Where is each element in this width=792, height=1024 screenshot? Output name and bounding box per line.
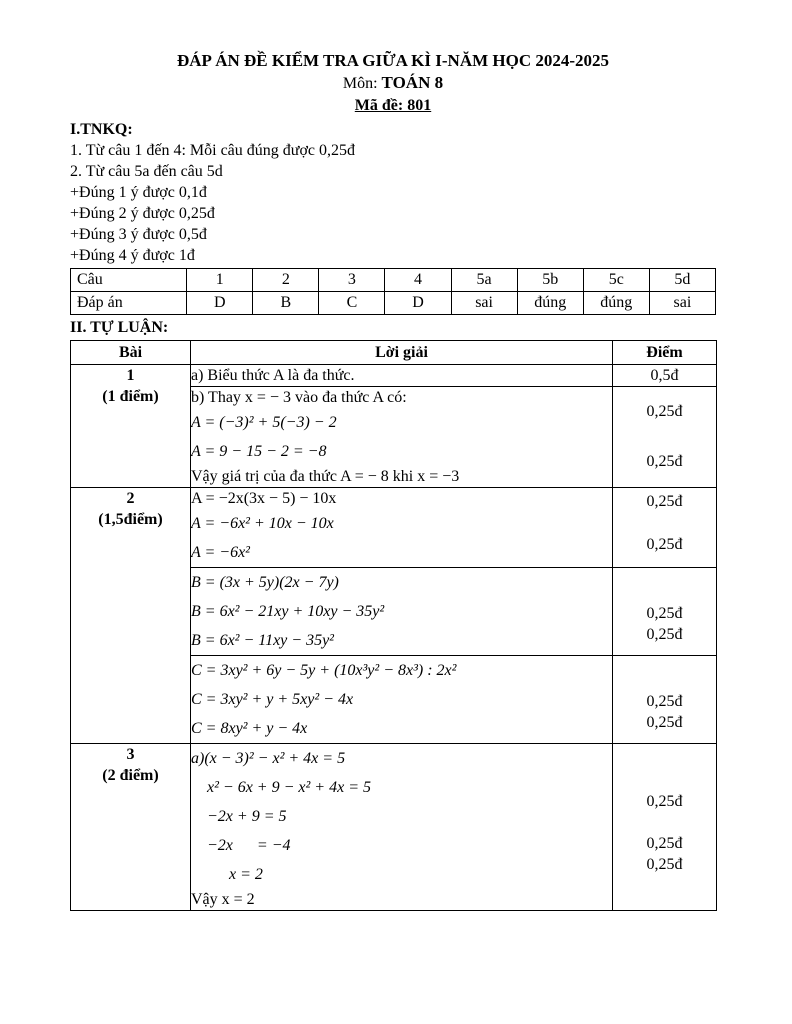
solution-equation: −2x = −4	[207, 837, 291, 854]
points-value: 0,25đ	[646, 834, 683, 852]
points-value: 0,25đ	[646, 453, 683, 470]
note-line: +Đúng 3 ý được 0,5đ	[70, 226, 207, 243]
points-cell	[613, 365, 717, 387]
table-cell: B	[253, 292, 319, 315]
table-cell: sai	[451, 292, 517, 315]
problem-points-label: (1 điểm)	[102, 388, 159, 405]
table-cell: D	[187, 292, 253, 315]
table-cell: 4	[385, 269, 451, 292]
points-cell	[613, 488, 717, 568]
table-cell: 5b	[517, 269, 583, 292]
answer-key-table	[70, 268, 716, 315]
solution-equation: C = 3xy² + 6y − 5y + (10x³y² − 8x³) : 2x²	[191, 662, 457, 679]
column-header: Lời giải	[191, 341, 613, 365]
note-line: 1. Từ câu 1 đến 4: Mỗi câu đúng được 0,25đ	[70, 142, 356, 159]
problem-number: 2	[126, 490, 135, 507]
points-value: 0,25đ	[646, 626, 683, 643]
table-row	[71, 365, 717, 387]
solution-table-header-row	[71, 341, 717, 365]
table-cell: Đáp án	[71, 292, 187, 315]
problem-number: 1	[126, 367, 135, 384]
points-cell	[613, 744, 717, 911]
solution-line: Vậy giá trị của đa thức A = − 8 khi x = −3	[191, 468, 460, 485]
solution-line: b) Thay x = − 3 vào đa thức A có:	[191, 389, 407, 406]
section1-heading: I.TNKQ:	[70, 121, 133, 138]
note-line: +Đúng 4 ý được 1đ	[70, 247, 195, 264]
solution-equation: B = (3x + 5y)(2x − 7y)	[191, 574, 339, 591]
exam-code: Mã đề: 801	[354, 97, 432, 114]
solution-equation: A = −6x² + 10x − 10x	[191, 515, 334, 532]
table-cell: 5d	[649, 269, 715, 292]
solution-equation: A = −6x²	[191, 544, 250, 561]
points-value: 0,5đ	[650, 366, 679, 384]
solution-line: A = −2x(3x − 5) − 10x	[191, 490, 337, 507]
solution-cell	[191, 744, 613, 911]
solution-line: a) Biểu thức A là đa thức.	[191, 367, 355, 384]
points-value: 0,25đ	[646, 855, 683, 873]
table-cell: 5a	[451, 269, 517, 292]
solution-table	[70, 340, 717, 911]
answer-table-value-row	[71, 292, 716, 315]
solution-equation: x = 2	[229, 866, 263, 883]
solution-cell	[191, 488, 613, 568]
points-value: 0,25đ	[646, 605, 683, 622]
subject-line	[70, 72, 716, 95]
note-line: 2. Từ câu 5a đến câu 5d	[70, 163, 223, 180]
page-title: ĐÁP ÁN ĐỀ KIỂM TRA GIỮA KÌ I-NĂM HỌC 2024-2025	[176, 51, 610, 70]
solution-cell	[191, 365, 613, 387]
points-value: 0,25đ	[646, 792, 683, 810]
points-value: 0,25đ	[646, 536, 683, 553]
points-value: 0,25đ	[646, 403, 683, 420]
points-cell	[613, 387, 717, 488]
column-header: Bài	[71, 341, 191, 365]
section2-heading: II. TỰ LUẬN:	[70, 319, 169, 336]
note-line: +Đúng 1 ý được 0,1đ	[70, 184, 207, 201]
problem-points-label: (1,5điểm)	[98, 511, 163, 528]
subject-name: TOÁN 8	[381, 73, 444, 92]
solution-cell	[191, 656, 613, 744]
table-cell: 5c	[583, 269, 649, 292]
table-cell: đúng	[517, 292, 583, 315]
table-cell: sai	[649, 292, 715, 315]
points-value: 0,25đ	[646, 714, 683, 731]
table-cell: C	[319, 292, 385, 315]
document-content	[70, 50, 716, 911]
table-row	[71, 744, 717, 911]
column-header: Điểm	[613, 341, 717, 365]
solution-equation: B = 6x² − 11xy − 35y²	[191, 632, 334, 649]
table-cell: D	[385, 292, 451, 315]
note-line: +Đúng 2 ý được 0,25đ	[70, 205, 215, 222]
solution-cell	[191, 568, 613, 656]
solution-equation: B = 6x² − 21xy + 10xy − 35y²	[191, 603, 385, 620]
solution-equation: C = 3xy² + y + 5xy² − 4x	[191, 691, 354, 708]
answer-table-header-row	[71, 269, 716, 292]
problem-number-cell	[71, 365, 191, 488]
subject-label: Môn:	[342, 75, 382, 92]
table-cell: đúng	[583, 292, 649, 315]
solution-equation: C = 8xy² + y − 4x	[191, 720, 308, 737]
points-value: 0,25đ	[646, 493, 683, 510]
table-cell: 3	[319, 269, 385, 292]
solution-equation: x² − 6x + 9 − x² + 4x = 5	[207, 779, 371, 796]
problem-number: 3	[126, 746, 135, 763]
points-value: 0,25đ	[646, 693, 683, 710]
points-cell	[613, 656, 717, 744]
table-cell: 1	[187, 269, 253, 292]
solution-equation: A = 9 − 15 − 2 = −8	[191, 443, 327, 460]
table-cell: Câu	[71, 269, 187, 292]
problem-number-cell	[71, 744, 191, 911]
table-cell: 2	[253, 269, 319, 292]
solution-equation: −2x + 9 = 5	[207, 808, 287, 825]
points-cell	[613, 568, 717, 656]
problem-number-cell	[71, 488, 191, 744]
solution-line: Vậy x = 2	[191, 891, 255, 908]
problem-points-label: (2 điểm)	[102, 767, 159, 784]
solution-equation: a)(x − 3)² − x² + 4x = 5	[191, 750, 346, 767]
document-header	[70, 50, 716, 117]
solution-cell	[191, 387, 613, 488]
solution-equation: A = (−3)² + 5(−3) − 2	[191, 414, 337, 431]
table-row	[71, 488, 717, 568]
